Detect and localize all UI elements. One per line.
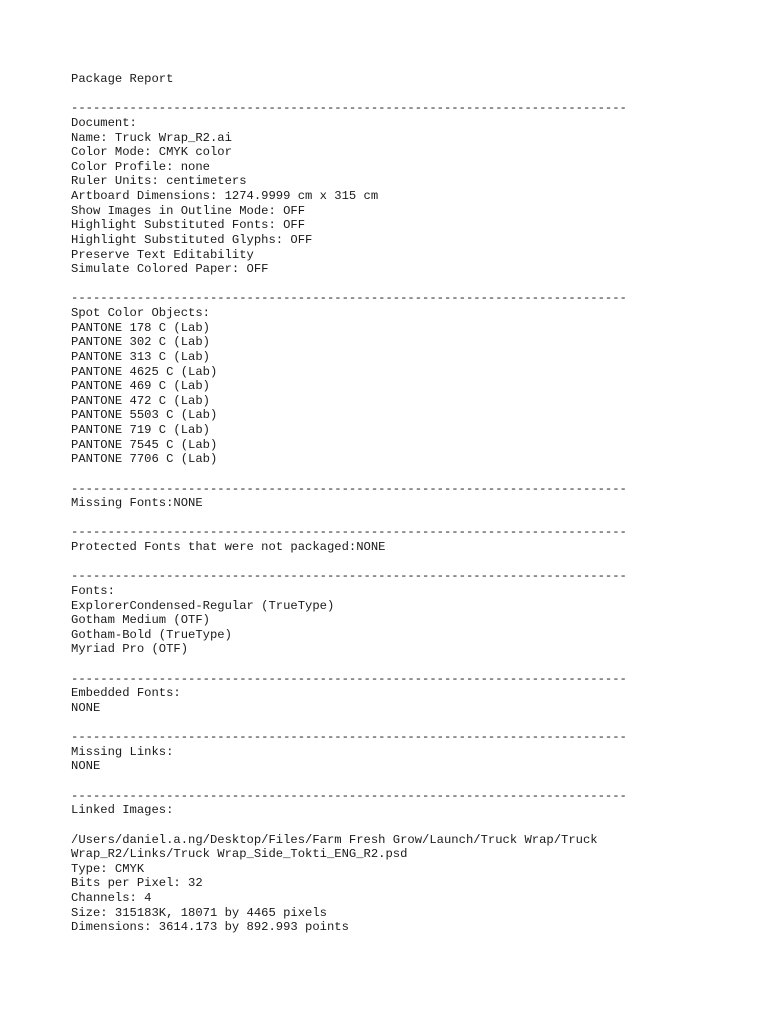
spacer: [71, 467, 731, 482]
spot-color-item: PANTONE 5503 C (Lab): [71, 408, 218, 423]
linked-image-bits: Bits per Pixel: 32: [71, 876, 203, 891]
spacer: [71, 511, 731, 526]
document-name: Name: Truck Wrap_R2.ai: [71, 130, 232, 145]
font-item: Gotham-Bold (TrueType): [71, 627, 232, 642]
document-color-mode: Color Mode: CMYK color: [71, 145, 232, 160]
protected-fonts: Protected Fonts that were not packaged:NONE: [71, 540, 386, 554]
embedded-fonts-heading: Embedded Fonts:: [71, 686, 181, 701]
report-title: Package Report: [71, 72, 174, 86]
fonts-heading: Fonts:: [71, 583, 115, 598]
font-item: Myriad Pro (OTF): [71, 642, 189, 657]
section-divider: ----------------------------------------------------------------------------: [71, 291, 627, 306]
section-divider: ----------------------------------------------------------------------------: [71, 788, 627, 803]
linked-image-type: Type: CMYK: [71, 861, 145, 876]
document-preserve-text: Preserve Text Editability: [71, 247, 254, 262]
spacer: [71, 555, 731, 570]
document-heading: Document:: [71, 115, 137, 130]
missing-fonts: Missing Fonts:NONE: [71, 496, 203, 511]
section-divider: ----------------------------------------------------------------------------: [71, 481, 627, 496]
linked-image-size: Size: 315183K, 18071 by 4465 pixels: [71, 905, 327, 920]
spot-color-item: PANTONE 4625 C (Lab): [71, 364, 218, 379]
document-ruler-units: Ruler Units: centimeters: [71, 174, 247, 189]
missing-links-value: NONE: [71, 759, 101, 774]
section-divider: ----------------------------------------------------------------------------: [71, 730, 627, 745]
spot-color-item: PANTONE 469 C (Lab): [71, 379, 210, 394]
linked-image-dimensions: Dimensions: 3614.173 by 892.993 points: [71, 920, 349, 935]
font-item: ExplorerCondensed-Regular (TrueType): [71, 598, 335, 613]
spot-color-item: PANTONE 7545 C (Lab): [71, 437, 218, 452]
linked-image-path-continued: Wrap_R2/Links/Truck Wrap_Side_Tokti_ENG_R2.psd: [71, 847, 408, 862]
spacer: [71, 657, 731, 672]
package-report: [71, 72, 731, 935]
spot-color-item: PANTONE 719 C (Lab): [71, 423, 210, 437]
font-item: Gotham Medium (OTF): [71, 613, 210, 628]
spacer: [71, 277, 731, 292]
spot-color-item: PANTONE 302 C (Lab): [71, 335, 210, 350]
section-divider: ----------------------------------------------------------------------------: [71, 101, 627, 116]
document-substituted-fonts: Highlight Substituted Fonts: OFF: [71, 218, 306, 233]
section-divider: ----------------------------------------------------------------------------: [71, 671, 627, 686]
document-artboard-dimensions: Artboard Dimensions: 1274.9999 cm x 315 cm: [71, 189, 379, 203]
spot-color-item: PANTONE 472 C (Lab): [71, 393, 210, 408]
spot-color-item: PANTONE 313 C (Lab): [71, 349, 210, 364]
spacer: [71, 774, 731, 789]
section-divider: ----------------------------------------------------------------------------: [71, 569, 627, 584]
embedded-fonts-value: NONE: [71, 700, 101, 715]
document-outline-images: Show Images in Outline Mode: OFF: [71, 203, 306, 218]
missing-links-heading: Missing Links:: [71, 744, 174, 759]
document-substituted-glyphs: Highlight Substituted Glyphs: OFF: [71, 232, 313, 247]
linked-image-path: /Users/daniel.a.ng/Desktop/Files/Farm Fresh Grow/Launch/Truck Wrap/Truck: [71, 832, 598, 847]
spacer: [71, 716, 731, 731]
document-color-profile: Color Profile: none: [71, 159, 210, 174]
spot-color-item: PANTONE 178 C (Lab): [71, 320, 210, 335]
spacer: [71, 818, 731, 833]
section-divider: ----------------------------------------------------------------------------: [71, 525, 627, 540]
linked-images-heading: Linked Images:: [71, 803, 174, 818]
spacer: [71, 87, 731, 102]
linked-image-channels: Channels: 4: [71, 891, 152, 905]
spot-colors-heading: Spot Color Objects:: [71, 306, 210, 320]
document-colored-paper: Simulate Colored Paper: OFF: [71, 262, 269, 277]
spot-color-item: PANTONE 7706 C (Lab): [71, 452, 218, 467]
